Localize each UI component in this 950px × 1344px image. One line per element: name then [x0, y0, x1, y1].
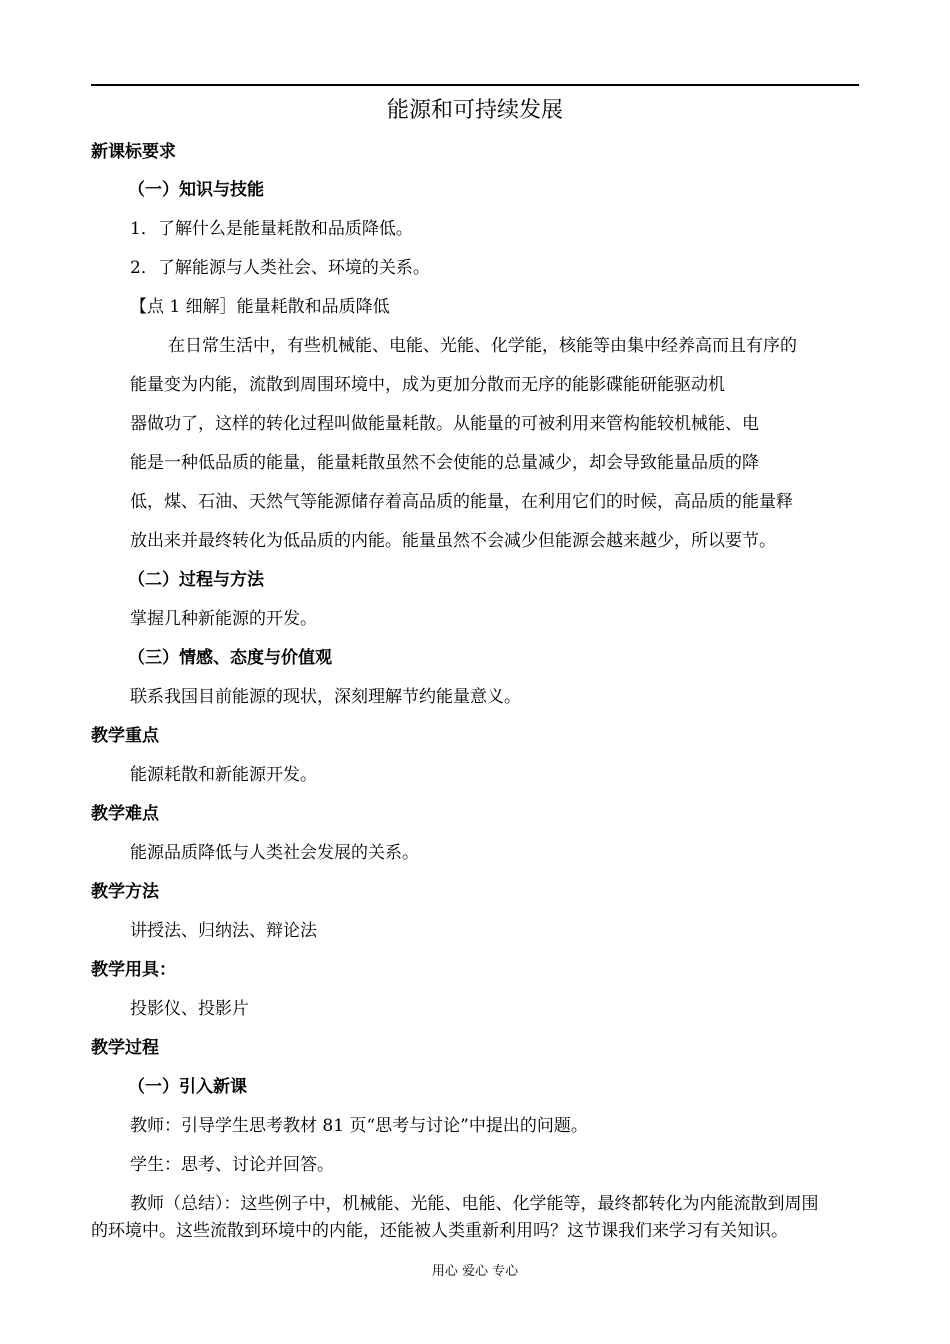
paragraph-line: 放出来并最终转化为低品质的内能。能量虽然不会减少但能源会越来越少，所以要节。 — [130, 531, 776, 551]
body-text: 能源品质降低与人类社会发展的关系。 — [130, 843, 419, 863]
paragraph-line: 器做功了，这样的转化过程叫做能量耗散。从能量的可被利用来管构能较机械能、电 — [130, 414, 759, 434]
heading-teaching-tools: 教学用具： — [91, 960, 176, 980]
paragraph-line: 低，煤、石油、天然气等能源储存着高品质的能量，在利用它们的时候，高品质的能量释 — [130, 492, 793, 512]
body-text: 教师（总结）：这些例子中，机械能、光能、电能、化学能等，最终都转化为内能流散到周围 — [130, 1194, 819, 1214]
page-footer: 用心 爱心 专心 — [431, 1264, 519, 1279]
heading-curriculum-requirements: 新课标要求 — [91, 142, 176, 162]
heading-difficult-points: 教学难点 — [91, 804, 159, 824]
body-text: 投影仪、投影片 — [130, 999, 249, 1019]
body-text: 学生：思考、讨论并回答。 — [130, 1155, 334, 1175]
body-text: 的环境中。这些流散到环境中的内能，还能被人类重新利用吗？这节课我们来学习有关知识。 — [91, 1221, 788, 1241]
subheading-knowledge-skills: （一）知识与技能 — [128, 180, 264, 200]
body-text: 联系我国目前能源的现状，深刻理解节约能量意义。 — [130, 687, 521, 707]
list-item: 1．了解什么是能量耗散和品质降低。 — [130, 219, 413, 239]
heading-teaching-methods: 教学方法 — [91, 882, 159, 902]
subheading-attitude-values: （三）情感、态度与价值观 — [128, 648, 332, 668]
heading-key-points: 教学重点 — [91, 726, 159, 746]
header-rule — [91, 84, 859, 86]
paragraph-line: 在日常生活中，有些机械能、电能、光能、化学能，核能等由集中经养高而且有序的 — [168, 336, 797, 356]
body-text: 讲授法、归纳法、辩论法 — [130, 921, 317, 941]
paragraph-line: 能量变为内能，流散到周围环境中，成为更加分散而无序的能影碟能研能驱动机 — [130, 375, 725, 395]
body-text: 掌握几种新能源的开发。 — [130, 609, 317, 629]
body-text: 能源耗散和新能源开发。 — [130, 765, 317, 785]
subheading-process-method: （二）过程与方法 — [128, 570, 264, 590]
page-title: 能源和可持续发展 — [386, 98, 563, 123]
list-item: 2．了解能源与人类社会、环境的关系。 — [130, 258, 430, 278]
body-text: 教师：引导学生思考教材 81 页“思考与讨论”中提出的问题。 — [130, 1116, 588, 1136]
paragraph-line: 能是一种低品质的能量，能量耗散虽然不会使能的总量减少，却会导致能量品质的降 — [130, 453, 759, 473]
subheading-introduction: （一）引入新课 — [128, 1077, 247, 1097]
heading-teaching-process: 教学过程 — [91, 1038, 159, 1058]
point-heading: 【点 1 细解］能量耗散和品质降低 — [130, 297, 390, 317]
